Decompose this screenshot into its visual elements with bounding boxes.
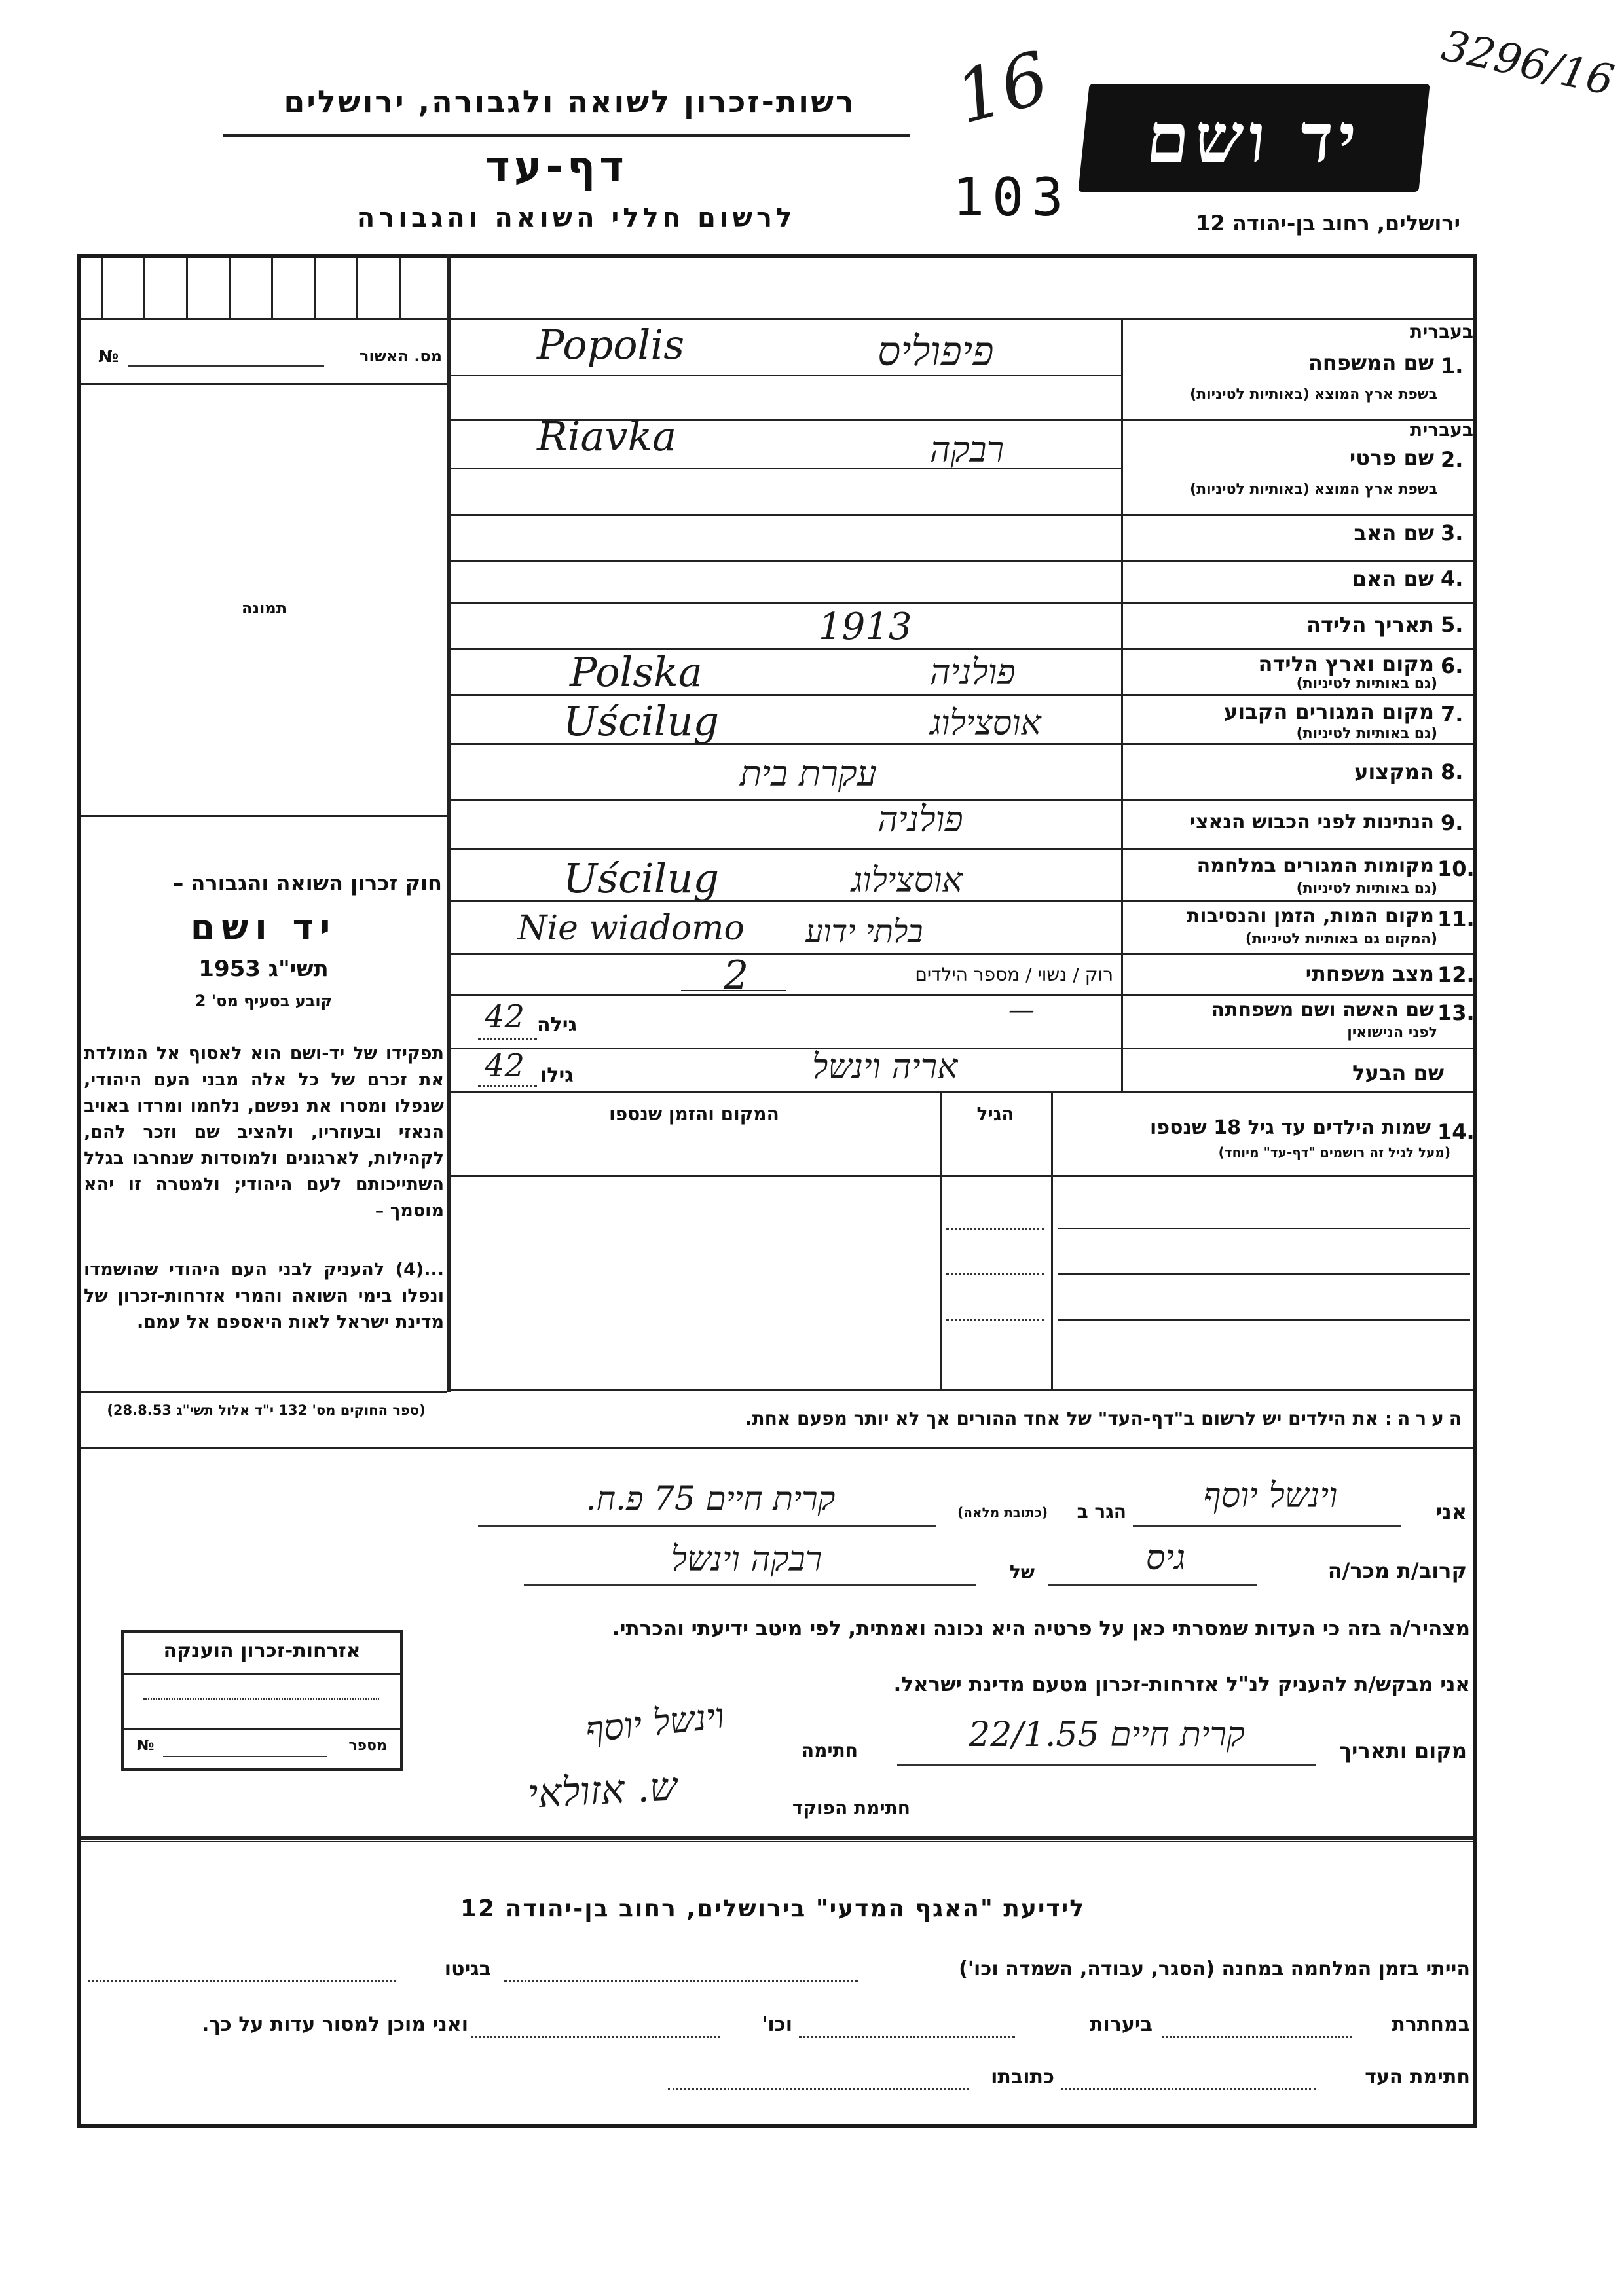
resides-label: הגר ב	[1077, 1501, 1126, 1522]
law-title: חוק זכרון השואה והגבורה –	[173, 871, 442, 896]
husband-name-label: שם הבעל	[1352, 1061, 1444, 1085]
note-body: את הילדים יש לרשום ב"דף-העד" של אחד ההורים אך לא יותר מפעם אחת.	[745, 1408, 1379, 1429]
authority-title: רשות-זכרון לשואה ולגבורה, ירושלים	[284, 84, 856, 119]
field-7-value-latin: Uścilug	[563, 697, 720, 745]
field-12-label: מצב משפחתי	[1305, 961, 1434, 986]
law-year: תשי"ג 1953	[198, 956, 329, 982]
field-11-value-hebrew: בלתי ידוע	[805, 913, 923, 950]
field-7-label: מקום המגורים הקבוע	[1223, 699, 1434, 724]
citizenship-number-suffix: №	[137, 1738, 155, 1754]
field-6-number: 6.	[1441, 653, 1464, 678]
field-1-hebrew-tag: בעברית	[1409, 321, 1473, 342]
law-name: יד ושם	[190, 907, 337, 948]
official-signature-label: חתימת הפוקד	[792, 1797, 910, 1819]
children-col-place: המקום והזמן שנספו	[609, 1103, 779, 1125]
footer-title: לידיעת "האגף המדעי" בירושלים, רחוב בן-יהודה 12	[460, 1895, 1085, 1922]
field-13-label: שם האשה ושם משפחתה	[1211, 998, 1434, 1021]
field-8-label: המקצוע	[1354, 759, 1434, 784]
request-text: אני מבקש/ת להעניק לנ"ל אזרחות-זכרון מטעם מדינת ישראל.	[893, 1673, 1470, 1696]
field-10-value-hebrew: אוסצילוג	[851, 861, 963, 900]
field-10-number: 10.	[1437, 856, 1475, 881]
signature-label: חתימה	[801, 1740, 858, 1761]
field-12-number: 12.	[1437, 962, 1475, 987]
footer-line1-ghetto: בגיטו	[444, 1958, 491, 1980]
field-8-value: עקרת בית	[740, 753, 877, 794]
field-11-sub: (המקום גם באותיות לטיניות)	[1245, 931, 1437, 947]
note-label: הערה:	[1384, 1408, 1467, 1429]
field-7-number: 7.	[1441, 702, 1464, 727]
field-6-label: מקום וארץ הלידה	[1258, 651, 1434, 676]
official-signature: ש. אזולאי	[526, 1764, 678, 1817]
field-11-number: 11.	[1437, 907, 1475, 932]
form-subtitle: לרשום חללי השואה והגבורה	[356, 203, 796, 233]
law-gazette-reference: (ספר החוקים מס' 132 י"ד אלול תשי"ג 28.8.53)	[107, 1402, 426, 1418]
handwritten-reference: 3296/16	[1437, 22, 1618, 105]
reference-boxes	[81, 258, 447, 318]
place-date-value: קרית חיים 22/1.55	[969, 1715, 1245, 1755]
of-label: של	[1009, 1561, 1035, 1583]
footer-line2-underground: במחתרת	[1392, 2013, 1470, 2036]
footer-line2-etc: וכו'	[762, 2013, 792, 2036]
field-12-value: 2	[724, 953, 749, 998]
field-2-value-latin: Riavka	[537, 412, 677, 460]
of-name: רבקה וינשל	[671, 1540, 822, 1579]
field-12-inline-label: רוק / נשוי / מספר הילדים	[915, 964, 1113, 985]
field-6-value-hebrew: פולניה	[930, 651, 1016, 693]
field-2-value-hebrew: רבקה	[930, 429, 1005, 470]
field-9-label: הנתינות לפני הכבוש הנאצי	[1190, 811, 1434, 833]
footer-line1-camp: הייתי בזמן המלחמה במחנה (הסגר, עבודה, השמדה וכו')	[959, 1958, 1470, 1980]
field-10-sub: (גם באותיות לטיניות)	[1296, 881, 1437, 897]
approval-number-label: מס. האשור	[360, 347, 442, 365]
field-13-number: 13.	[1437, 1000, 1475, 1025]
field-13-age: 42	[485, 998, 525, 1035]
field-5-label: תאריך הלידה	[1306, 612, 1434, 637]
field-5-value: 1913	[819, 606, 912, 648]
photo-placeholder-label: תמונה	[241, 599, 287, 617]
field-1-label: שם המשפחה	[1308, 350, 1434, 375]
footer-line3-address: כתובתו	[991, 2066, 1054, 2088]
field-3-number: 3.	[1441, 520, 1464, 545]
field-1-number: 1.	[1441, 354, 1464, 378]
approval-number-suffix: №	[98, 347, 119, 367]
field-4-label: שם האם	[1352, 566, 1434, 591]
page-number: 103	[953, 167, 1071, 228]
husband-age: 42	[485, 1048, 525, 1084]
footer-line2-ready: ואני מוכן למסור עדות על כך.	[202, 2013, 468, 2036]
declarant-address: קרית חיים 75 פ.ח.	[585, 1480, 836, 1518]
footer-line2-forests: ביערות	[1090, 2013, 1153, 2036]
law-text-clause4: ...(4) להעניק לבני העם היהודי שהושמדו ונפלו בימי השואה והמרי אזרחות-זכרון של מדינת ישראל לאות היאספם אל עמם.	[84, 1260, 444, 1332]
field-6-value-latin: Polska	[570, 648, 703, 696]
field-2-label: שם פרטי	[1349, 445, 1434, 470]
place-date-label: מקום ותאריך	[1339, 1738, 1467, 1763]
children-col-age: הגיל	[976, 1103, 1014, 1125]
field-10-value-latin: Uścilug	[563, 854, 720, 902]
logo-text: יד ושם	[1143, 98, 1365, 178]
field-9-number: 9.	[1441, 811, 1464, 835]
declarant-ani-label: אני	[1435, 1499, 1467, 1524]
address-header: ירושלים, רחוב בן-יהודה 12	[1196, 211, 1460, 236]
declaration-text: מצהיר/ה בזה כי העדות שמסרתי כאן על פרטיה היא נכונה ואמתית, לפי מיטב ידיעתי והכרתי.	[612, 1617, 1470, 1641]
citizenship-box	[121, 1630, 403, 1771]
authority-underline	[223, 134, 910, 137]
field-3-label: שם האב	[1354, 520, 1434, 545]
field-7-value-hebrew: אוסצילוג	[930, 704, 1041, 743]
citizenship-number-label: מספר	[348, 1738, 387, 1754]
field-5-number: 5.	[1441, 612, 1464, 637]
field-8-number: 8.	[1441, 759, 1464, 784]
field-1-value-latin: Popolis	[537, 321, 685, 369]
field-2-hebrew-tag: בעברית	[1409, 419, 1473, 441]
field-13-value: —	[1008, 995, 1035, 1025]
field-7-sub: (גם באותיות לטיניות)	[1296, 725, 1437, 742]
footer-line3-signature: חתימת העד	[1365, 2066, 1470, 2088]
children-sub: (מעל לגיל זה רושמים "דף-עד" מיוחד)	[1218, 1144, 1450, 1160]
field-11-value-latin: Nie wiadomo	[517, 909, 745, 948]
declarant-signature: וינשל יוסף	[583, 1695, 727, 1751]
field-2-number: 2.	[1441, 447, 1464, 472]
field-9-value: פולניה	[877, 799, 963, 840]
field-1-value-hebrew: פיפוליס	[877, 327, 994, 375]
declarant-name: וינשל יוסף	[1203, 1476, 1338, 1516]
field-14-number: 14.	[1437, 1120, 1475, 1144]
relation-value: גיס	[1145, 1539, 1186, 1578]
field-13-age-label: גילה	[537, 1013, 577, 1036]
husband-name-value: אריה וינשל	[812, 1048, 958, 1087]
yad-vashem-logo	[1078, 84, 1430, 192]
field-4-number: 4.	[1441, 566, 1464, 591]
citizenship-box-title: אזרחות-זכרון הוענקה	[163, 1639, 361, 1662]
frame-divider	[447, 254, 451, 1392]
note-text	[452, 1408, 1467, 1429]
relative-label: קרוב/ת מכר/ה	[1327, 1558, 1467, 1583]
field-13-sub: לפני הנישואין	[1347, 1025, 1437, 1041]
law-clause-ref: קובע בסעיף מס' 2	[194, 992, 333, 1010]
field-11-label: מקום המות, הזמן והנסיבות	[1186, 905, 1434, 928]
husband-age-label: גילו	[540, 1064, 574, 1087]
law-text-main: תפקידו של יד-ושם הוא לאסוף אל המולדת את זכרם של כל אלה מבני העם היהודי, שנפלו ומסרו את נפשם, נלחמו ומרדו באויב הנאזי ובעוזריו, ולהציב שם וזכר להם, לקהילות, לארגונים ולמוסדות שנחרבו בגלל השתייכותם לעם היהודי; ולמטרה זו יהא מוסמך –	[84, 1044, 444, 1221]
field-10-label: מקומות המגורים במלחמה	[1196, 854, 1434, 877]
address-note: (כתובת מלאה)	[957, 1504, 1048, 1520]
form-title: דף-עד	[485, 143, 628, 191]
field-2-sub: בשפת ארץ המוצא (באותיות לטיניות)	[1190, 481, 1437, 498]
field-1-sub: בשפת ארץ המוצא (באותיות לטיניות)	[1190, 386, 1437, 403]
children-label: שמות הילדים עד גיל 18 שנספו	[1150, 1116, 1431, 1139]
field-6-sub: (גם באותיות לטיניות)	[1296, 676, 1437, 692]
handwritten-sheet-number: 16	[946, 35, 1058, 140]
